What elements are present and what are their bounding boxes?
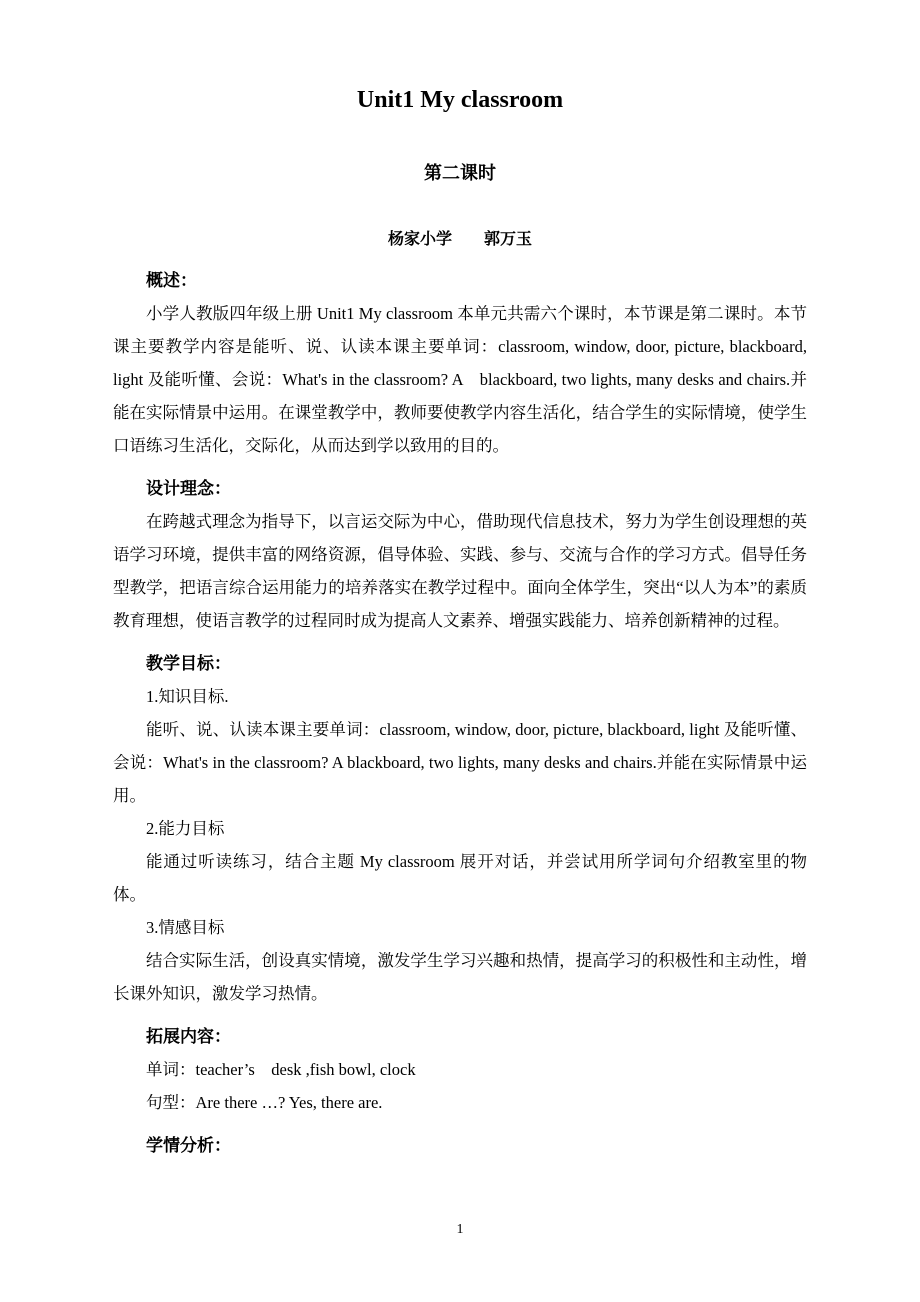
expansion-sentence: 句型：Are there …? Yes, there are.: [146, 1093, 383, 1112]
page-number: 1: [456, 1222, 464, 1237]
overview-paragraph: 小学人教版四年级上册 Unit1 My classroom 本单元共需六个课时，本节课是第二课时。本节课主要教学内容是能听、说、认读本课主要单词：classroom, window, door, picture, blackboard, light 及能听懂、会说：What's in the classroom? A blackboard, two lights, many desks and chairs.并能在实际情景中运用。在课堂教学中，教师要使教学内容生活化，结合学生的实际情境，使学生口语练习生活化，交际化，从而达到学以致用的目的。: [113, 304, 807, 455]
goals-heading: 教学目标：: [146, 654, 231, 673]
design-paragraph: 在跨越式理念为指导下，以言运交际为中心，借助现代信息技术，努力为学生创设理想的英语学习环境，提供丰富的网络资源，倡导体验、实践、参与、交流与合作的学习方式。倡导任务型教学，把语言综合运用能力的培养落实在教学过程中。面向全体学生，突出“以人为本”的素质教育理想，使语言教学的过程同时成为提高人文素养、增强实践能力、培养创新精神的过程。: [113, 512, 807, 630]
page-content: [113, 0, 807, 1162]
knowledge-goal-paragraph: 能听、说、认读本课主要单词：classroom, window, door, picture, blackboard, light 及能听懂、会说：What's in the classroom? A blackboard, two lights, many desks and chairs.并能在实际情景中运用。: [113, 720, 807, 805]
analysis-heading: 学情分析：: [146, 1136, 231, 1155]
doc-title: Unit1 My classroom: [356, 87, 564, 113]
byline: 杨家小学 郭万玉: [387, 231, 532, 248]
emotion-goal-paragraph: 结合实际生活，创设真实情境，激发学生学习兴趣和热情，提高学习的积极性和主动性，增长课外知识，激发学习热情。: [113, 951, 807, 1003]
overview-heading: 概述：: [146, 271, 197, 290]
emotion-goal-title: 3.情感目标: [146, 918, 225, 937]
session-title: 第二课时: [424, 163, 496, 183]
knowledge-goal-title: 1.知识目标.: [146, 687, 229, 706]
ability-goal-paragraph: 能通过听读练习，结合主题 My classroom 展开对话，并尝试用所学词句介绍教室里的物体。: [113, 852, 807, 904]
design-heading: 设计理念：: [146, 479, 231, 498]
expansion-words: 单词：teacher’s desk ,fish bowl, clock: [146, 1060, 416, 1079]
ability-goal-title: 2.能力目标: [146, 819, 225, 838]
expansion-heading: 拓展内容：: [146, 1027, 231, 1046]
